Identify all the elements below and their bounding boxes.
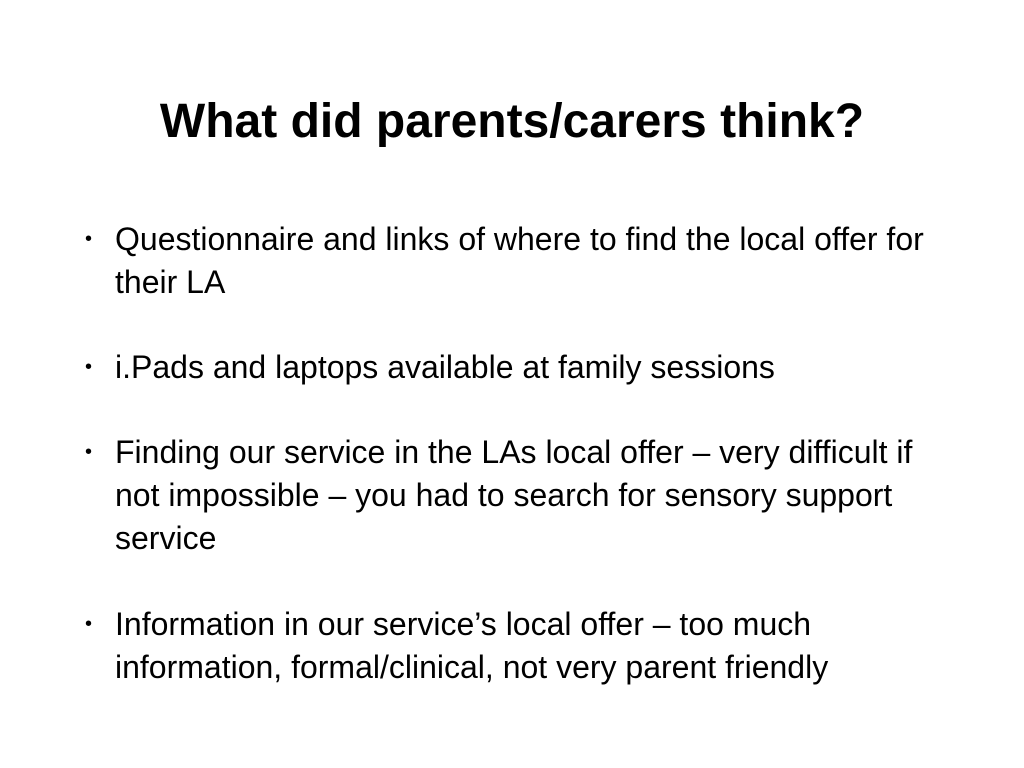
bullet-text: i.Pads and laptops available at family sessions (115, 349, 775, 385)
list-item (80, 346, 940, 389)
bullet-icon: • (85, 613, 93, 635)
list-item (80, 603, 940, 689)
list-item (80, 218, 940, 304)
bullet-icon: • (85, 441, 93, 463)
bullet-text: Questionnaire and links of where to find the local offer for their LA (115, 221, 924, 300)
list-item (80, 431, 940, 560)
bullet-icon: • (85, 228, 93, 250)
bullet-text: Information in our service’s local offer – too much information, formal/clinical, not very parent friendly (115, 606, 829, 685)
bullet-icon: • (85, 356, 93, 378)
bullet-text: Finding our service in the LAs local offer – very difficult if not impossible – you had to search for sensory support service (115, 434, 913, 556)
slide-title: What did parents/carers think? (159, 95, 865, 148)
